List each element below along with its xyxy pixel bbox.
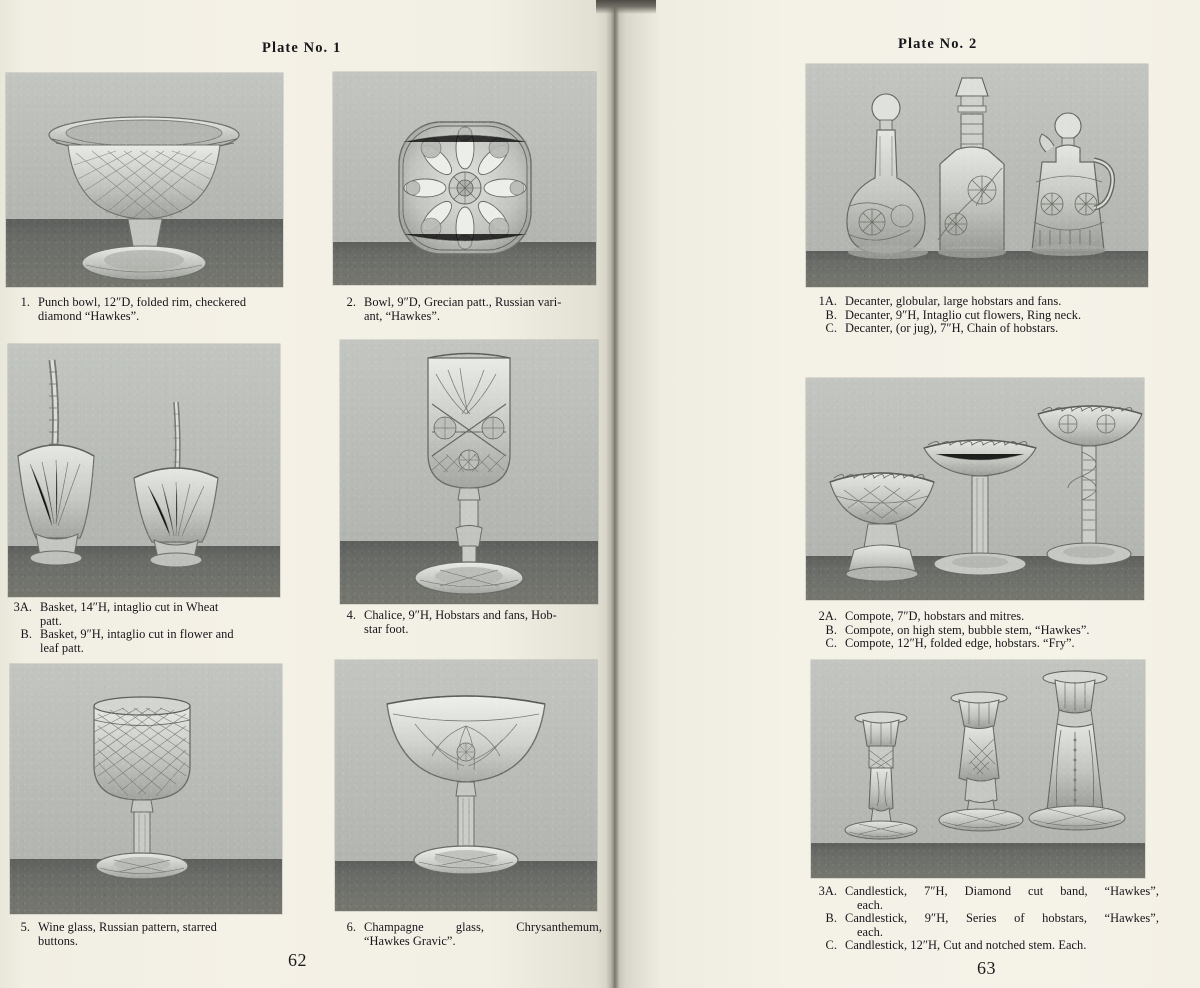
page-number-right: 63: [977, 958, 996, 978]
caption-number: C.: [825, 636, 837, 651]
plate-header-left: Plate No. 1: [262, 40, 342, 56]
caption-number: B.: [825, 622, 837, 637]
caption-1a: [807, 295, 1157, 336]
caption-line: [4, 921, 280, 935]
caption-text: Compote, on high stem, bubble stem, “Hawkes”.: [845, 622, 1090, 637]
caption-text: Candlestick, 12″H, Cut and notched stem. Each.: [845, 938, 1087, 953]
caption-text: leaf patt.: [40, 640, 84, 655]
caption-text: Decanter, globular, large hobstars and fans.: [845, 294, 1062, 308]
caption-line: [807, 899, 1159, 913]
caption-line: [330, 310, 598, 324]
caption-text: “Hawkes Gravic”.: [364, 933, 456, 948]
caption-line: [2, 642, 282, 656]
caption-5: [4, 921, 280, 948]
caption-line: [2, 628, 282, 642]
caption-number: 2A.: [818, 609, 837, 623]
caption-number: 3A.: [13, 600, 32, 614]
caption-line: [807, 610, 1159, 624]
caption-4: [330, 609, 598, 636]
caption-3a: [807, 885, 1159, 953]
caption-line: [807, 939, 1159, 953]
caption-text: Basket, 9″H, intaglio cut in flower and: [40, 627, 234, 642]
caption-number: C.: [825, 321, 837, 336]
caption-text: Decanter, 9″H, Intaglio cut flowers, Ring neck.: [845, 307, 1082, 322]
caption-number: 5.: [20, 920, 30, 934]
caption-line: [807, 624, 1159, 638]
caption-number: C.: [825, 938, 837, 953]
caption-2a: [807, 610, 1159, 651]
photo-decanters: [806, 64, 1148, 287]
caption-number: B.: [20, 627, 32, 642]
caption-number: 2.: [346, 295, 356, 309]
caption-text: patt.: [40, 613, 62, 628]
photo-compotes: [806, 378, 1144, 600]
caption-text: Bowl, 9″D, Grecian patt., Russian vari-: [364, 295, 562, 309]
caption-text: diamond “Hawkes”.: [38, 308, 140, 323]
caption-text: Candlestick, 9″H, Series of hobstars, “Hawkes”,: [845, 911, 1159, 926]
caption-line: [330, 921, 602, 935]
caption-number: 6.: [346, 920, 356, 934]
caption-6: [330, 921, 602, 948]
caption-text: each.: [857, 924, 884, 939]
caption-text: each.: [857, 897, 884, 912]
caption-line: [330, 623, 598, 637]
caption-line: [330, 609, 598, 623]
caption-2: [330, 296, 598, 323]
caption-line: [807, 926, 1159, 940]
caption-number: B.: [825, 911, 837, 926]
caption-text: Wine glass, Russian pattern, starred: [38, 920, 217, 934]
caption-text: Punch bowl, 12″D, folded rim, checkered: [38, 295, 247, 309]
caption-text: Decanter, (or jug), 7″H, Chain of hobstars.: [845, 321, 1059, 336]
caption-text: Champagne glass, Chrysanthemum,: [364, 920, 602, 934]
caption-line: [2, 615, 282, 629]
photo-bowl: [333, 72, 596, 285]
photo-wine-glass: [10, 664, 282, 914]
caption-line: [4, 296, 282, 310]
caption-text: Candlestick, 7″H, Diamond cut band, “Hawkes”,: [845, 884, 1159, 898]
photo-candlesticks: [811, 660, 1145, 878]
photo-baskets: [8, 344, 280, 597]
caption-line: [807, 309, 1157, 323]
caption-text: Basket, 14″H, intaglio cut in Wheat: [40, 600, 219, 614]
caption-line: [807, 295, 1157, 309]
photo-chalice: [340, 340, 598, 604]
caption-text: Compote, 12″H, folded edge, hobstars. “Fry”.: [845, 636, 1075, 651]
caption-number: 3A.: [818, 884, 837, 898]
page-number-left: 62: [288, 950, 307, 970]
caption-number: B.: [825, 307, 837, 322]
caption-number: 1A.: [818, 294, 837, 308]
caption-line: [4, 935, 280, 949]
caption-line: [4, 310, 282, 324]
caption-1: [4, 296, 282, 323]
caption-text: Chalice, 9″H, Hobstars and fans, Hob-: [364, 608, 557, 622]
caption-line: [807, 322, 1157, 336]
caption-text: star foot.: [364, 621, 409, 636]
caption-text: Compote, 7″D, hobstars and mitres.: [845, 609, 1025, 623]
photo-punch-bowl: [6, 73, 283, 287]
caption-line: [2, 601, 282, 615]
caption-number: 1.: [20, 295, 30, 309]
caption-line: [330, 935, 602, 949]
caption-text: buttons.: [38, 933, 78, 948]
caption-line: [330, 296, 598, 310]
caption-3: [2, 601, 282, 655]
plate-header-right: Plate No. 2: [898, 36, 978, 52]
caption-number: 4.: [346, 608, 356, 622]
photo-champagne-glass: [335, 660, 597, 911]
caption-line: [807, 637, 1159, 651]
caption-line: [807, 912, 1159, 926]
caption-line: [807, 885, 1159, 899]
right-page: [614, 0, 1200, 988]
caption-text: ant, “Hawkes”.: [364, 308, 441, 323]
